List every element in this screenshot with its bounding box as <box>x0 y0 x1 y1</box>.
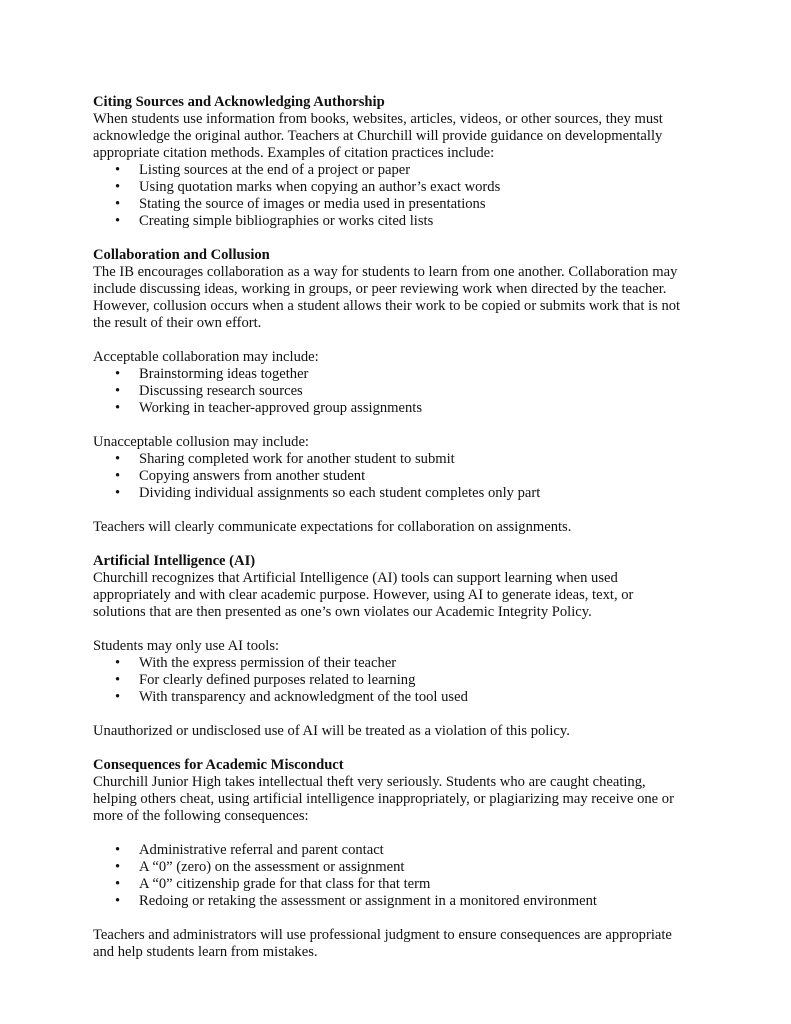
bullet-icon: • <box>115 162 121 178</box>
unacceptable-intro: Unacceptable collusion may include: <box>93 434 309 450</box>
acceptable-list <box>93 366 713 417</box>
consequences-heading: Consequences for Academic Misconduct <box>93 757 344 773</box>
bullet-icon: • <box>115 366 121 382</box>
list-item-text: Working in teacher-approved group assignments <box>139 400 423 416</box>
list-item <box>93 485 713 502</box>
collaboration-line: The IB encourages collaboration as a way for students to learn from one another. Collaboration may <box>93 264 678 280</box>
list-item <box>93 655 713 672</box>
bullet-icon: • <box>115 213 121 229</box>
ai-list <box>93 655 713 706</box>
bullet-icon: • <box>115 196 121 212</box>
list-item <box>93 451 713 468</box>
bullet-icon: • <box>115 400 121 416</box>
ai-heading: Artificial Intelligence (AI) <box>93 553 256 569</box>
citing-line: appropriate citation methods. Examples of citation practices include: <box>93 145 495 161</box>
list-item-text: Discussing research sources <box>139 383 303 399</box>
citing-section <box>93 94 713 230</box>
list-item-text: With transparency and acknowledgment of the tool used <box>139 689 468 705</box>
bullet-icon: • <box>115 655 121 671</box>
list-item <box>93 672 713 689</box>
bullet-icon: • <box>115 859 121 875</box>
ai-line: Churchill recognizes that Artificial Intelligence (AI) tools can support learning when used <box>93 570 618 586</box>
list-item <box>93 400 713 417</box>
consequences-section <box>93 757 713 961</box>
consequences-line: helping others cheat, using artificial intelligence inappropriately, or plagiarizing may receive one or <box>93 791 674 807</box>
acceptable-intro: Acceptable collaboration may include: <box>93 349 319 365</box>
bullet-icon: • <box>115 876 121 892</box>
list-item-text: Brainstorming ideas together <box>139 366 309 382</box>
document-page <box>93 94 713 961</box>
list-item-text: With the express permission of their teacher <box>139 655 397 671</box>
unacceptable-list <box>93 451 713 502</box>
list-item <box>93 842 713 859</box>
collaboration-closing: Teachers will clearly communicate expectations for collaboration on assignments. <box>93 519 572 535</box>
list-item <box>93 366 713 383</box>
citing-heading: Citing Sources and Acknowledging Authorship <box>93 94 385 110</box>
list-item <box>93 213 713 230</box>
list-item <box>93 468 713 485</box>
consequences-closing-line: and help students learn from mistakes. <box>93 944 318 960</box>
consequences-line: Churchill Junior High takes intellectual theft very seriously. Students who are caught cheating, <box>93 774 646 790</box>
collaboration-line: the result of their own effort. <box>93 315 262 331</box>
citing-line: acknowledge the original author. Teachers at Churchill will provide guidance on developmentally <box>93 128 663 144</box>
bullet-icon: • <box>115 842 121 858</box>
bullet-icon: • <box>115 689 121 705</box>
consequences-list <box>93 842 713 910</box>
list-item-text: For clearly defined purposes related to learning <box>139 672 416 688</box>
ai-line: solutions that are then presented as one’s own violates our Academic Integrity Policy. <box>93 604 592 620</box>
list-item-text: Using quotation marks when copying an author’s exact words <box>139 179 501 195</box>
ai-line: appropriately and with clear academic purpose. However, using AI to generate ideas, text, or <box>93 587 634 603</box>
list-item <box>93 876 713 893</box>
bullet-icon: • <box>115 485 121 501</box>
list-item <box>93 859 713 876</box>
list-item <box>93 893 713 910</box>
list-item-text: Listing sources at the end of a project or paper <box>139 162 411 178</box>
bullet-icon: • <box>115 672 121 688</box>
consequences-line: more of the following consequences: <box>93 808 309 824</box>
ai-intro: Students may only use AI tools: <box>93 638 280 654</box>
list-item-text: Creating simple bibliographies or works cited lists <box>139 213 434 229</box>
bullet-icon: • <box>115 468 121 484</box>
list-item-text: Redoing or retaking the assessment or assignment in a monitored environment <box>139 893 597 909</box>
list-item-text: Stating the source of images or media used in presentations <box>139 196 486 212</box>
collaboration-section <box>93 247 713 536</box>
ai-section <box>93 553 713 740</box>
citing-list <box>93 162 713 230</box>
list-item <box>93 179 713 196</box>
bullet-icon: • <box>115 383 121 399</box>
bullet-icon: • <box>115 893 121 909</box>
bullet-icon: • <box>115 451 121 467</box>
bullet-icon: • <box>115 179 121 195</box>
list-item-text: A “0” citizenship grade for that class for that term <box>139 876 431 892</box>
citing-line: When students use information from books, websites, articles, videos, or other sources, they must <box>93 111 663 127</box>
list-item <box>93 196 713 213</box>
list-item <box>93 689 713 706</box>
list-item-text: Sharing completed work for another student to submit <box>139 451 455 467</box>
collaboration-line: However, collusion occurs when a student allows their work to be copied or submits work that is not <box>93 298 681 314</box>
list-item-text: Administrative referral and parent contact <box>139 842 384 858</box>
ai-closing: Unauthorized or undisclosed use of AI will be treated as a violation of this policy. <box>93 723 570 739</box>
list-item-text: A “0” (zero) on the assessment or assignment <box>139 859 405 875</box>
collaboration-heading: Collaboration and Collusion <box>93 247 270 263</box>
consequences-closing-line: Teachers and administrators will use professional judgment to ensure consequences are appropriate <box>93 927 672 943</box>
list-item <box>93 383 713 400</box>
list-item-text: Copying answers from another student <box>139 468 366 484</box>
list-item-text: Dividing individual assignments so each student completes only part <box>139 485 541 501</box>
list-item <box>93 162 713 179</box>
collaboration-line: include discussing ideas, working in groups, or peer reviewing work when directed by the teacher. <box>93 281 667 297</box>
